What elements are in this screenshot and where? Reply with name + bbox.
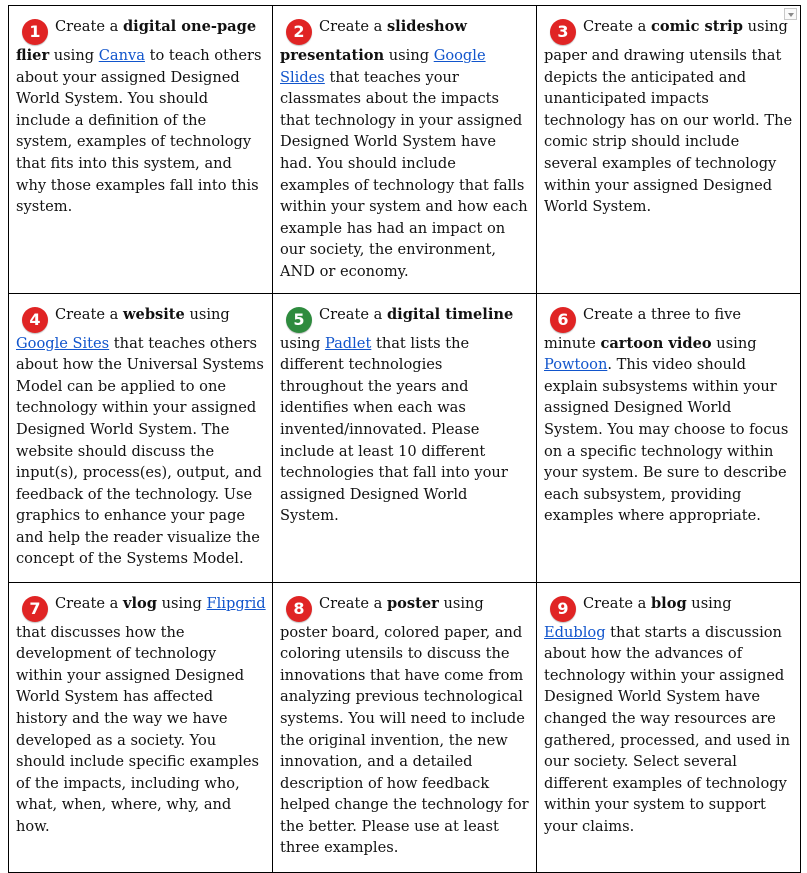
tool-link[interactable]: Canva bbox=[98, 47, 145, 64]
task-product-label: slideshow presentation bbox=[280, 18, 467, 64]
table-row bbox=[9, 582, 801, 872]
task-description-text: that lists the different technologies throughout the years and identifies when each was invented/innovated. Please include at least 10 different technologies that fall into your assigned Designed World System. bbox=[280, 334, 508, 525]
task-text: using bbox=[280, 334, 325, 352]
task-intro-text: Create a bbox=[583, 594, 651, 612]
tool-link[interactable]: Google Sites bbox=[16, 334, 110, 352]
task-product-label: poster bbox=[386, 594, 439, 612]
task-text: using bbox=[384, 47, 434, 64]
number-badge-icon: 1 bbox=[22, 19, 48, 45]
choice-cell-6 bbox=[537, 293, 801, 582]
task-text: using bbox=[686, 594, 732, 612]
task-product-label: cartoon video bbox=[600, 334, 712, 352]
task-intro-text: Create a bbox=[55, 594, 123, 612]
choice-cell-8 bbox=[273, 582, 537, 872]
task-intro-text: Create a bbox=[55, 18, 123, 35]
number-badge-icon: 9 bbox=[550, 596, 576, 622]
task-product-label: digital timeline bbox=[386, 305, 514, 323]
choice-cell-9 bbox=[537, 582, 801, 872]
task-text: using paper and drawing utensils that depicts the anticipated and unanticipated impacts technology has on our world. The comic strip should include several examples of technology within your assigned Designed World System. bbox=[544, 18, 793, 216]
tool-link[interactable]: Padlet bbox=[324, 334, 372, 352]
task-text: using bbox=[156, 594, 207, 612]
choice-cell-3 bbox=[537, 6, 801, 294]
task-description-text: that discusses how the development of technology within your assigned Designed World System has affected history and the way we have developed as a society. You should include specific examples of the impacts, including who, what, when, where, why, and how. bbox=[16, 623, 260, 835]
choice-cell-2 bbox=[273, 6, 537, 294]
task-intro-text: Create a three to five minute bbox=[544, 305, 742, 352]
number-badge-icon: 4 bbox=[22, 307, 48, 333]
task-text: using bbox=[711, 334, 757, 352]
task-description-text: . This video should explain subsystems within your assigned Designed World System. You may choose to focus on a specific technology within your system. Be sure to describe each subsystem, providing examples where appropriate. bbox=[544, 356, 789, 525]
tool-link[interactable]: Edublog bbox=[544, 623, 606, 641]
choice-cell-7 bbox=[9, 582, 273, 872]
task-product-label: vlog bbox=[122, 594, 157, 612]
task-product-label: digital one-page flier bbox=[16, 18, 257, 64]
task-text: using bbox=[49, 47, 99, 64]
task-description-text: that starts a discussion about how the advances of technology within your assigned Designed World System have changed the way resources are gathered, processed, and used in our society. Select several different examples of technology within your system to support your claims. bbox=[544, 623, 790, 835]
choice-cell-4 bbox=[9, 293, 273, 582]
number-badge-icon: 5 bbox=[286, 307, 312, 333]
task-description-text: to teach others about your assigned Designed World System. You should include a definition of the system, examples of technology that fits into this system, and why those examples fall into this system. bbox=[16, 47, 262, 216]
task-text: using bbox=[184, 305, 230, 323]
number-badge-icon: 8 bbox=[286, 596, 312, 622]
number-badge-icon: 7 bbox=[22, 596, 48, 622]
task-description-text: that teaches others about how the Universal Systems Model can be applied to one technology within your assigned Designed World System. The website should discuss the input(s), process(es), output, and feedback of the technology. Use graphics to enhance your page and help the reader visualize the concept of the Systems Model. bbox=[16, 334, 264, 568]
number-badge-icon: 6 bbox=[550, 307, 576, 333]
task-description-text: that teaches your classmates about the impacts that technology in your assigned Designed World System have had. You should include examples of technology that falls within your system and how each example has had an impact on our society, the environment, AND or economy. bbox=[280, 68, 528, 280]
task-intro-text: Create a bbox=[55, 305, 123, 323]
tool-link[interactable]: Google Slides bbox=[280, 47, 486, 86]
choice-cell-5 bbox=[273, 293, 537, 582]
table-row bbox=[9, 293, 801, 582]
table-row bbox=[9, 6, 801, 294]
task-intro-text: Create a bbox=[319, 18, 387, 35]
task-intro-text: Create a bbox=[583, 18, 651, 35]
task-intro-text: Create a bbox=[319, 305, 387, 323]
choice-board-table bbox=[8, 5, 801, 873]
choice-cell-1 bbox=[9, 6, 273, 294]
tool-link[interactable]: Powtoon bbox=[544, 356, 608, 374]
task-product-label: blog bbox=[650, 594, 687, 612]
task-product-label: comic strip bbox=[650, 18, 743, 35]
number-badge-icon: 3 bbox=[550, 19, 576, 45]
tool-link[interactable]: Flipgrid bbox=[206, 594, 266, 612]
number-badge-icon: 2 bbox=[286, 19, 312, 45]
task-text: using poster board, colored paper, and coloring utensils to discuss the innovations that have come from analyzing previous technological systems. You will need to include the original invention, the new innovation, and a detailed description of how feedback helped change the technology for the better. Please use at least three examples. bbox=[280, 594, 529, 857]
task-intro-text: Create a bbox=[319, 594, 387, 612]
task-product-label: website bbox=[122, 305, 185, 323]
